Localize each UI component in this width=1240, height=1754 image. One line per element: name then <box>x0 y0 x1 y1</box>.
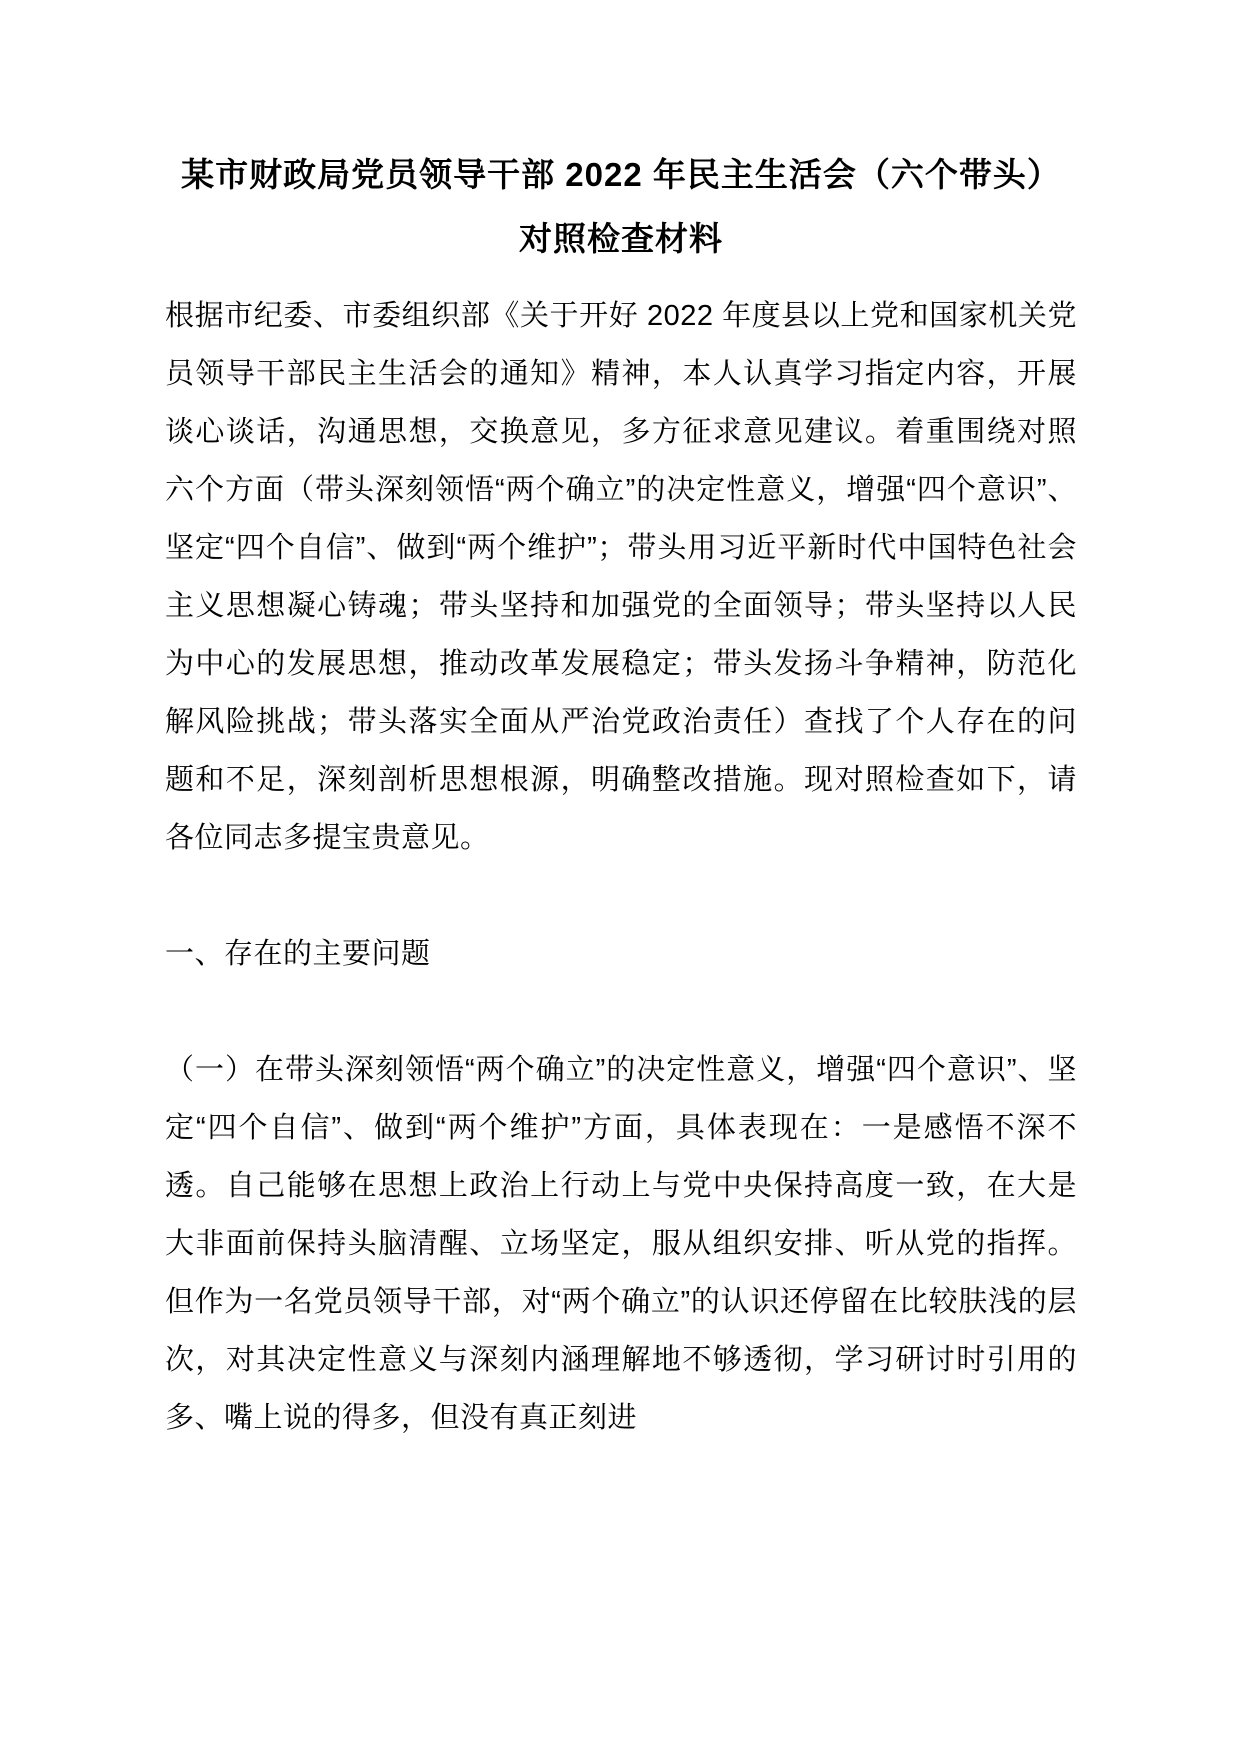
section-1-paragraph: （一）在带头深刻领悟“两个确立”的决定性意义，增强“四个意识”、坚定“四个自信”、做到“两个维护”方面，具体表现在：一是感悟不深不透。自己能够在思想上政治上行动上与党中央保持高度一致，在大是大非面前保持头脑清醒、立场坚定，服从组织安排、听从党的指挥。但作为一名党员领导干部，对“两个确立”的认识还停留在比较肤浅的层次，对其决定性意义与深刻内涵理解地不够透彻，学习研讨时引用的多、嘴上说的得多，但没有真正刻进 <box>165 1054 1077 1434</box>
document-title <box>165 143 1077 271</box>
section-heading-1: 一、存在的主要问题 <box>165 938 431 970</box>
intro-paragraph: 根据市纪委、市委组织部《关于开好 2022 年度县以上党和国家机关党员领导干部民主生活会的通知》精神，本人认真学习指定内容，开展谈心谈话，沟通思想，交换意见，多方征求意见建议。着重围绕对照六个方面（带头深刻领悟“两个确立”的决定性意义，增强“四个意识”、坚定“四个自信”、做到“两个维护”；带头用习近平新时代中国特色社会主义思想凝心铸魂；带头坚持和加强党的全面领导；带头坚持以人民为中心的发展思想，推动改革发展稳定；带头发扬斗争精神，防范化解风险挑战；带头落实全面从严治党政治责任）查找了个人存在的问题和不足，深刻剖析思想根源，明确整改措施。现对照检查如下，请各位同志多提宝贵意见。 <box>165 300 1077 854</box>
document-title-line-2: 对照检查材料 <box>519 220 723 257</box>
document-title-line-1: 某市财政局党员领导干部 2022 年民主生活会（六个带头） <box>181 156 1061 193</box>
